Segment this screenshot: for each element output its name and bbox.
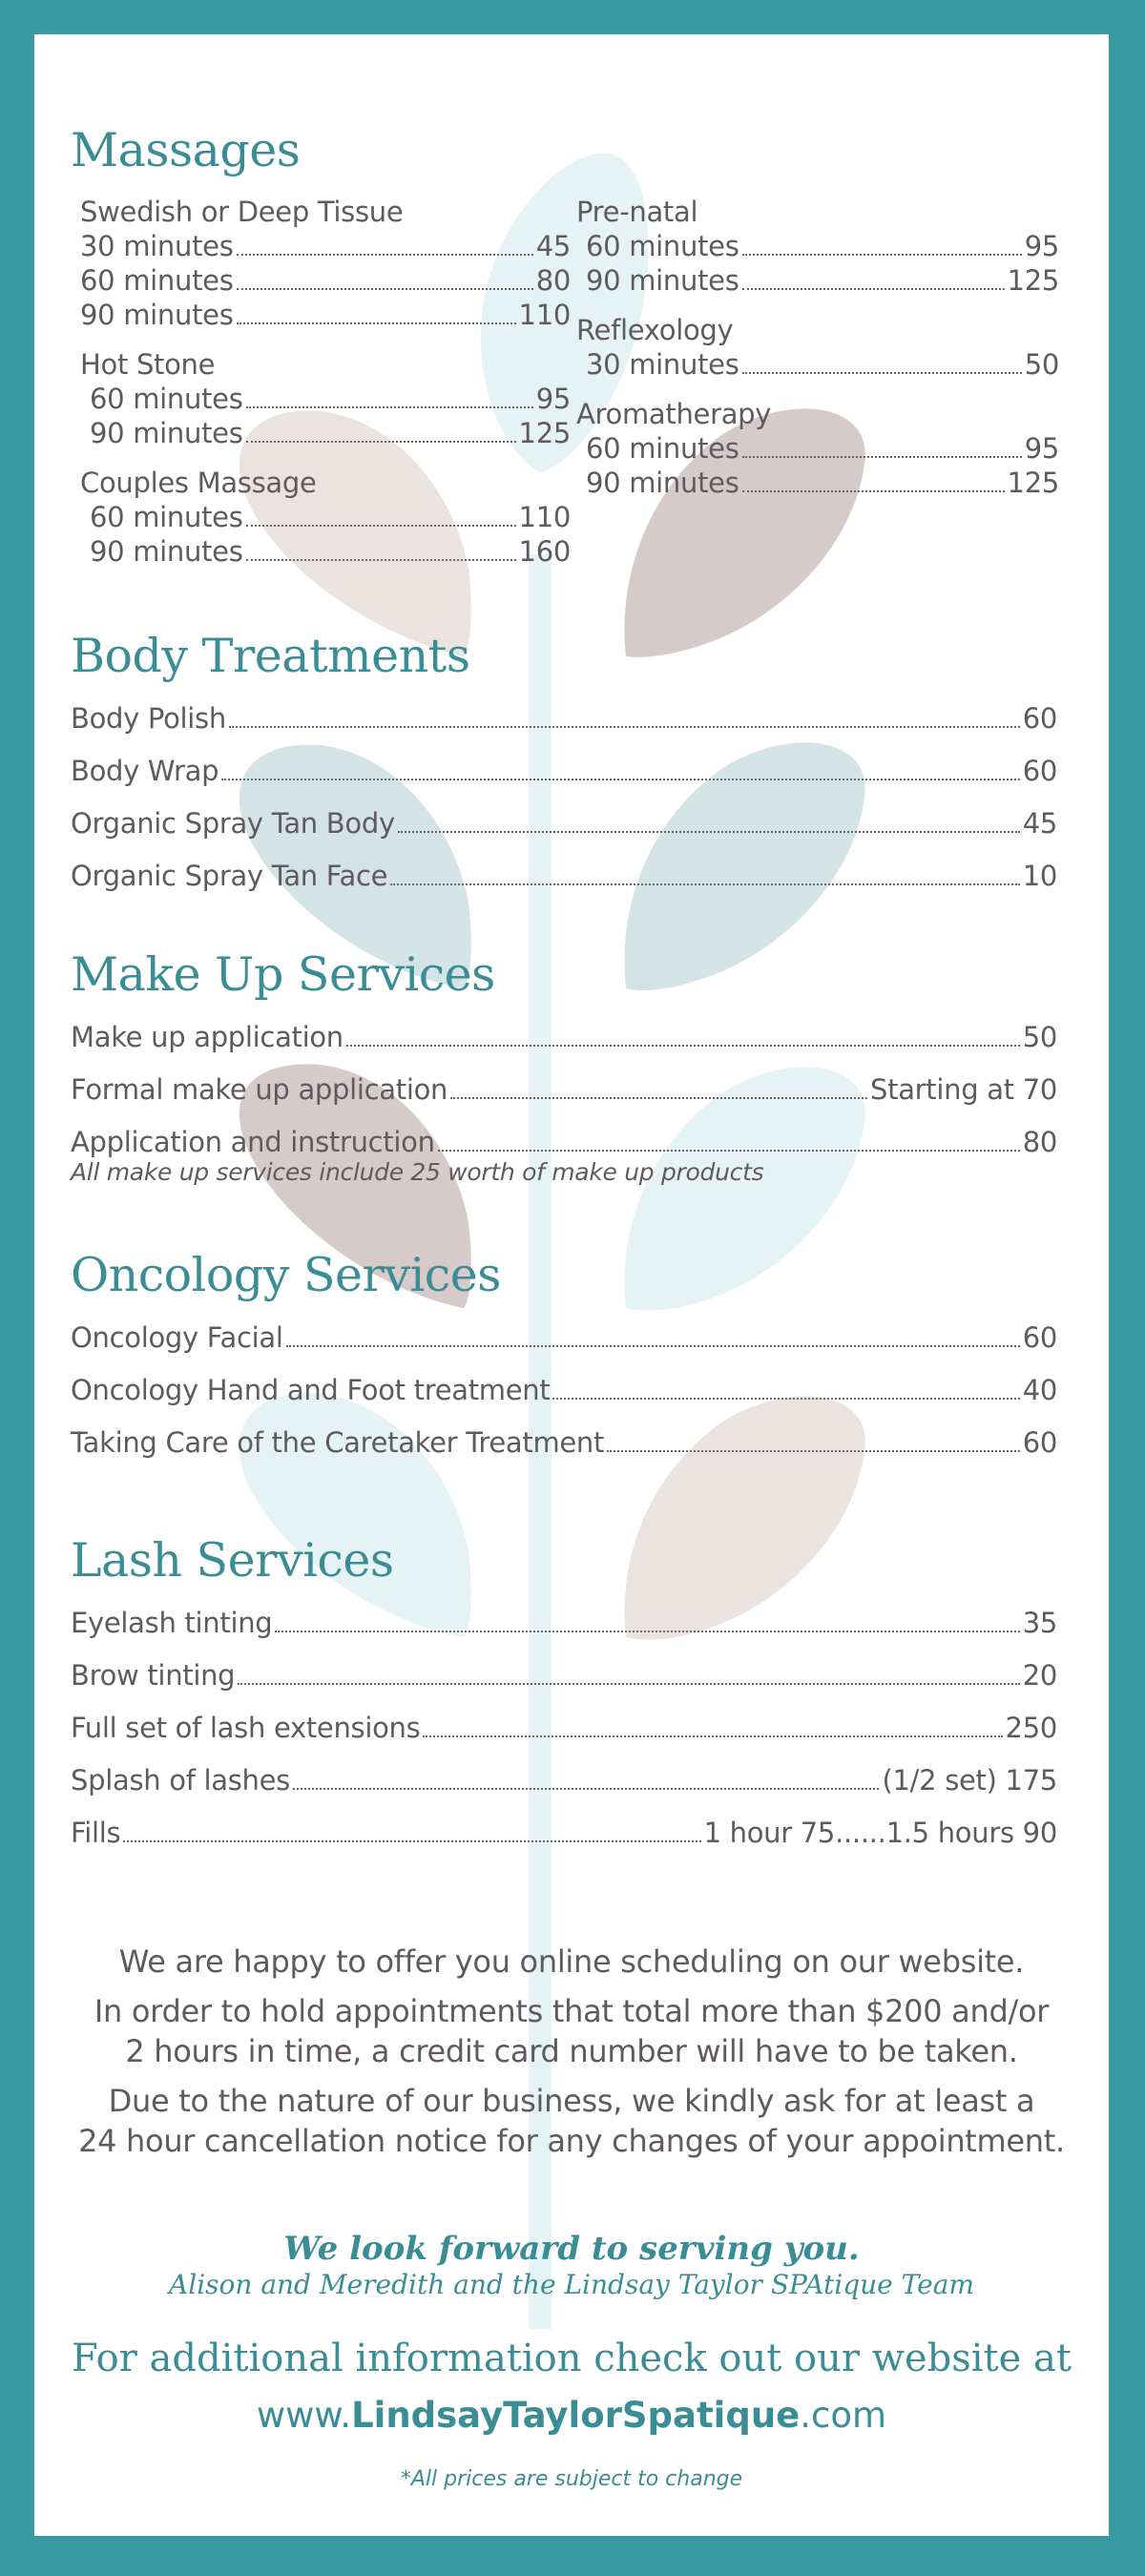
price-row: 30 minutes 45 (80, 230, 571, 262)
oncology-list (71, 1312, 1057, 1469)
massage-group-title: Hot Stone (80, 348, 216, 381)
price-row: 60 minutes 95 (90, 383, 571, 415)
scheduling-info (34, 1942, 1109, 2171)
massage-group-reflexology (576, 313, 1059, 382)
section-body-treatments (71, 628, 1057, 903)
closing-signature (34, 2229, 1109, 2301)
body-treatments-heading: Body Treatments (71, 629, 470, 683)
price-row: Application and instruction 80 (71, 1126, 1057, 1158)
oncology-heading: Oncology Services (71, 1248, 501, 1302)
price-row: 30 minutes 50 (586, 348, 1059, 381)
price-row: Taking Care of the Caretaker Treatment 60 (71, 1426, 1057, 1459)
make-up-heading: Make Up Services (71, 947, 495, 1002)
price-row: Oncology Hand and Foot treatment 40 (71, 1374, 1057, 1406)
website-prompt: For additional information check out our website at (72, 2337, 1072, 2380)
price-row: 60 minutes 95 (586, 432, 1059, 465)
website-link[interactable]: www.LindsayTaylorSpatique.com (256, 2395, 887, 2436)
info-credit-card: In order to hold appointments that total more than $200 and/or 2 hours in time, a credit card number will have to be taken. (94, 1993, 1050, 2069)
fills-separator: ...... (835, 1817, 886, 1849)
price-row: Fills 1 hour 75 ...... 1.5 hours 90 (71, 1807, 1057, 1859)
price-row: Splash of lashes (1/2 set) 175 (71, 1764, 1057, 1797)
website-info (34, 2330, 1109, 2444)
massages-left-column (80, 195, 571, 584)
price-row: Organic Spray Tan Body 45 (71, 807, 1057, 840)
price-row: 60 minutes 80 (80, 264, 571, 297)
massage-group-title: Couples Massage (80, 467, 317, 499)
price-row: 90 minutes 125 (586, 467, 1059, 499)
massage-group-prenatal (576, 195, 1059, 298)
lash-list (71, 1597, 1057, 1859)
price-row: Eyelash tinting 35 (71, 1607, 1057, 1639)
price-row: 90 minutes 125 (586, 264, 1059, 297)
price-row: Formal make up application Starting at 70 (71, 1073, 1057, 1106)
massage-group-title: Reflexology (576, 314, 734, 346)
section-massages (71, 122, 1057, 179)
price-row: 90 minutes 125 (90, 417, 571, 449)
price-row: Body Wrap 60 (71, 755, 1057, 787)
massage-group-title: Pre-natal (576, 196, 698, 228)
make-up-note: All make up services include 25 worth of make up products (71, 1158, 764, 1186)
price-row: 90 minutes 110 (80, 299, 571, 331)
lash-heading: Lash Services (71, 1533, 394, 1588)
massage-group-hot-stone (80, 347, 571, 450)
team-signature: Alison and Meredith and the Lindsay Taylor SPAtique Team (169, 2269, 974, 2300)
massages-heading: Massages (71, 123, 301, 177)
massage-group-couples (80, 466, 571, 569)
section-make-up-services (71, 946, 1057, 1186)
massage-group-title: Aromatherapy (576, 398, 772, 430)
massage-group-aromatherapy (576, 397, 1059, 500)
price-row: Oncology Facial 60 (71, 1321, 1057, 1354)
section-oncology-services (71, 1247, 1057, 1469)
price-row: Organic Spray Tan Face 10 (71, 860, 1057, 892)
price-row: Brow tinting 20 (71, 1659, 1057, 1692)
closing-line: We look forward to serving you. (283, 2230, 860, 2268)
info-cancellation: Due to the nature of our business, we kindly ask for at least a 24 hour cancellation notice for any changes of your appointment. (78, 2083, 1065, 2159)
price-row: 90 minutes 160 (90, 535, 571, 568)
price-row: 60 minutes 95 (586, 230, 1059, 262)
massages-right-column (576, 195, 1059, 515)
info-online-scheduling: We are happy to offer you online scheduling on our website. (118, 1943, 1025, 1980)
massage-group-title: Swedish or Deep Tissue (80, 196, 404, 228)
section-lash-services (71, 1532, 1057, 1859)
price-row: Body Polish 60 (71, 702, 1057, 735)
price-disclaimer: *All prices are subject to change (400, 2467, 743, 2491)
price-row: Make up application 50 (71, 1021, 1057, 1053)
price-row: Full set of lash extensions 250 (71, 1712, 1057, 1744)
menu-page (34, 34, 1109, 2536)
massage-group-swedish (80, 195, 571, 332)
body-treatments-list (71, 693, 1057, 903)
price-row: 60 minutes 110 (90, 501, 571, 533)
make-up-list (71, 1011, 1057, 1169)
